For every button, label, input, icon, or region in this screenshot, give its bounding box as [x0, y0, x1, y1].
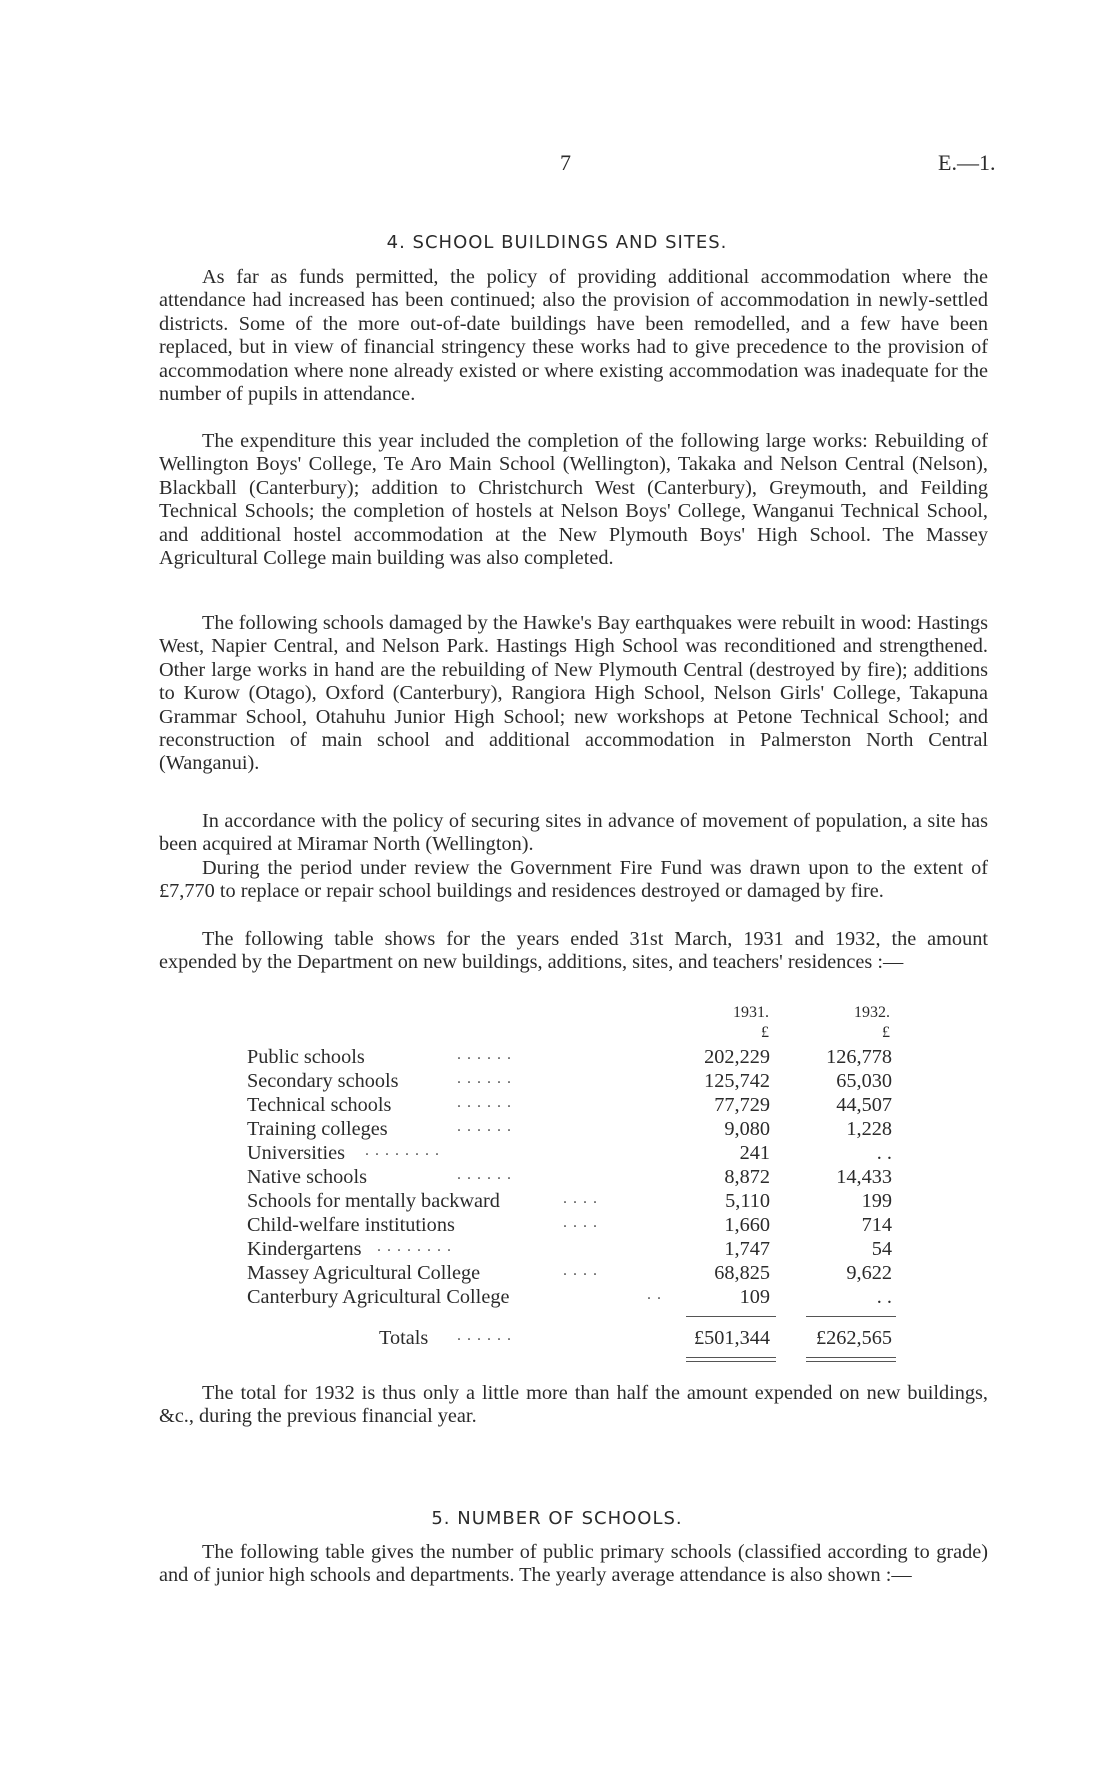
paragraph-closing: The total for 1932 is thus only a little more than half the amount expended on new buildings, &c., during the previous financial year.	[159, 1382, 988, 1428]
table-row	[247, 1238, 892, 1262]
value-1932: 1,228	[846, 1118, 892, 1140]
leader-dots: . . . . . . . .	[365, 1142, 440, 1159]
paragraph-expenditure: The expenditure this year included the completion of the following large works: Rebuilding of Wellington Boys' College, Te Aro Main School (Wellington), Takaka and Nelson Central (Nelson), Blackball (Canterbury); addition to Christchurch West (Canterbury), Greymouth, and Feilding Technical Schools; the completion of hostels at Nelson Boys' College, Wanganui Technical School, and additional hostel accommodation at the New Plymouth Boys' High School. The Massey Agricultural College main building was also completed.	[159, 430, 988, 570]
column-unit-1931: £	[761, 1024, 769, 1041]
column-header-1932: 1932.	[854, 1004, 890, 1021]
subtotal-rule-1931	[686, 1316, 776, 1317]
row-label: Native schools	[247, 1166, 367, 1188]
value-1932: 44,507	[836, 1094, 892, 1116]
value-1931: 77,729	[714, 1094, 770, 1116]
value-1931: 68,825	[714, 1262, 770, 1284]
leader-dots: . . . . . .	[457, 1070, 512, 1087]
value-1931: 125,742	[704, 1070, 770, 1092]
row-label: Training colleges	[247, 1118, 388, 1140]
total-1931: £501,344	[693, 1327, 770, 1349]
leader-dots: . . . .	[563, 1214, 598, 1231]
value-1931: 5,110	[725, 1190, 770, 1212]
value-1931: 241	[739, 1142, 770, 1164]
leader-dots: . . . . . . . .	[377, 1238, 452, 1255]
paragraph-fire-fund: During the period under review the Government Fire Fund was drawn upon to the extent of £7,770 to replace or repair school buildings and residences destroyed or damaged by fire.	[159, 857, 988, 903]
value-1932: 714	[861, 1214, 892, 1236]
value-1932: . .	[876, 1286, 892, 1308]
leader-dots: . . . . . .	[457, 1118, 512, 1135]
table-row	[247, 1286, 892, 1310]
leader-dots: . . . . . .	[457, 1046, 512, 1063]
leader-dots: . . . . . .	[457, 1166, 512, 1183]
row-label: Schools for mentally backward	[247, 1190, 500, 1212]
totals-row	[247, 1327, 892, 1351]
table-row	[247, 1118, 892, 1142]
row-label: Kindergartens	[247, 1238, 362, 1260]
paragraph-earthquake: The following schools damaged by the Hawke's Bay earthquakes were rebuilt in wood: Hastings West, Napier Central, and Nelson Park. Hastings High School was reconditioned and strengthened. Other large works in hand are the rebuilding of New Plymouth Central (destroyed by fire); additions to Kurow (Otago), Oxford (Canterbury), Rangiora High School, Nelson Girls' College, Takapuna Grammar School, Otahuhu Junior High School; new workshops at Petone Technical School; and reconstruction of main school and additional accommodation in Palmerston North Central (Wanganui).	[159, 612, 988, 775]
totals-label: Totals	[379, 1327, 429, 1349]
total-1932: £262,565	[815, 1327, 892, 1349]
value-1931: 9,080	[724, 1118, 770, 1140]
value-1931: 202,229	[704, 1046, 770, 1068]
subtotal-rule-1932	[806, 1316, 896, 1317]
leader-dots: . . . .	[563, 1190, 598, 1207]
table-row	[247, 1070, 892, 1094]
value-1932: . .	[876, 1142, 892, 1164]
table-row	[247, 1262, 892, 1286]
leader-dots: . . . . . .	[457, 1327, 512, 1344]
leader-dots: . . . .	[563, 1262, 598, 1279]
section-4-heading: 4. SCHOOL BUILDINGS AND SITES.	[386, 232, 728, 253]
column-unit-1932: £	[882, 1024, 890, 1041]
table-row	[247, 1214, 892, 1238]
document-reference: E.—1.	[938, 150, 996, 175]
paragraph-number-of-schools: The following table gives the number of public primary schools (classified according to grade) and of junior high schools and departments. The yearly average attendance is also shown :—	[159, 1541, 988, 1587]
paragraph-table-intro: The following table shows for the years ended 31st March, 1931 and 1932, the amount expended by the Department on new buildings, additions, sites, and teachers' residences :—	[159, 928, 988, 974]
value-1931: 109	[739, 1286, 770, 1308]
row-label: Universities	[247, 1142, 346, 1164]
total-double-rule-1932-bottom	[806, 1361, 896, 1362]
row-label: Technical schools	[247, 1094, 392, 1116]
value-1932: 14,433	[836, 1166, 892, 1188]
row-label: Secondary schools	[247, 1070, 399, 1092]
value-1932: 199	[861, 1190, 892, 1212]
paragraph-sites: In accordance with the policy of securing sites in advance of movement of population, a site has been acquired at Miramar North (Wellington).	[159, 810, 988, 856]
page-number: 7	[560, 150, 571, 175]
value-1932: 9,622	[846, 1262, 892, 1284]
value-1931: 1,660	[724, 1214, 770, 1236]
table-row	[247, 1046, 892, 1070]
row-label: Canterbury Agricultural College	[247, 1286, 510, 1308]
row-label: Massey Agricultural College	[247, 1262, 481, 1284]
value-1932: 54	[871, 1238, 892, 1260]
total-double-rule-1931-top	[686, 1357, 776, 1358]
leader-dots: . . . . . .	[457, 1094, 512, 1111]
column-header-1931: 1931.	[733, 1004, 769, 1021]
table-row	[247, 1190, 892, 1214]
total-double-rule-1932-top	[806, 1357, 896, 1358]
value-1931: 1,747	[724, 1238, 770, 1260]
table-row	[247, 1166, 892, 1190]
paragraph-policy: As far as funds permitted, the policy of providing additional accommodation where the attendance had increased has been continued; also the provision of accommodation in newly-settled districts. Some of the more out-of-date buildings have been remodelled, and a few have been replaced, but in view of financial stringency these works had to give precedence to the provision of accommodation where none already existed or where existing accommodation was inadequate for the number of pupils in attendance.	[159, 266, 988, 406]
total-double-rule-1931-bottom	[686, 1361, 776, 1362]
value-1932: 65,030	[836, 1070, 892, 1092]
value-1931: 8,872	[724, 1166, 770, 1188]
row-label: Public schools	[247, 1046, 365, 1068]
leader-dots: . .	[647, 1286, 662, 1303]
row-label: Child-welfare institutions	[247, 1214, 455, 1236]
table-row	[247, 1142, 892, 1166]
section-5-heading: 5. NUMBER OF SCHOOLS.	[431, 1508, 683, 1529]
table-row	[247, 1094, 892, 1118]
value-1932: 126,778	[826, 1046, 892, 1068]
